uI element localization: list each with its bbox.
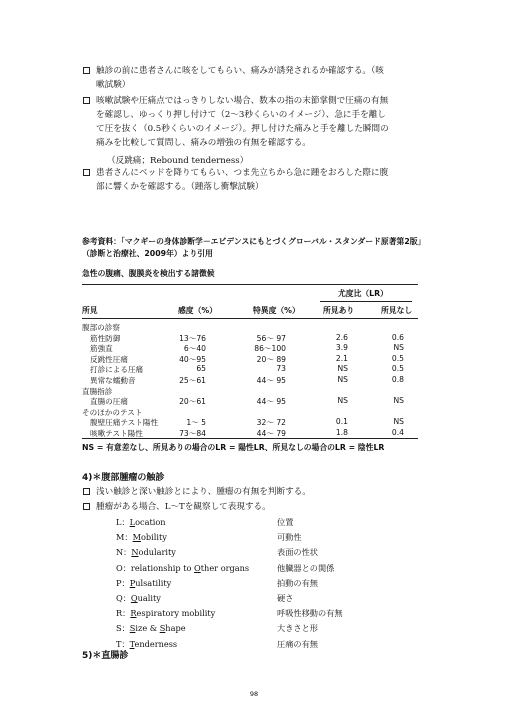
- table-row-label: 筋強直: [90, 344, 113, 354]
- table-group-label: そのほかのテスト: [82, 407, 143, 417]
- table-rule-top: [82, 284, 418, 285]
- rebound-note: （反跳痛；Rebound tenderness）: [107, 156, 249, 166]
- checklist-item: 触診の前に患者さんに咳をしてもらい、痛みが誘発されるか確認する。（咳 嗽試験）: [96, 64, 436, 92]
- mnemonic-term: [116, 547, 176, 558]
- specificity-cell: 44〜 95: [256, 397, 286, 407]
- mnemonic-rest1: obility: [140, 532, 167, 543]
- mnemonic-rest1: relationship to: [130, 562, 195, 573]
- section-5-title: 5)＊直腸診: [82, 651, 129, 661]
- mnemonic-term: [116, 563, 249, 574]
- mnemonic-prefix: O：: [116, 562, 131, 573]
- mnemonic-meaning: 拍動の有無: [277, 577, 318, 588]
- mnemonic-rest1: ocation: [135, 517, 166, 527]
- sensitivity-cell: 20〜61: [179, 397, 206, 407]
- sensitivity-cell: 40〜95: [179, 354, 206, 364]
- lr-positive-cell: 3.9: [335, 343, 348, 353]
- table-row-label: 咳嗽テスト陽性: [90, 429, 143, 438]
- sensitivity-cell: 73〜84: [179, 429, 206, 438]
- mnemonic-meaning: 他臓器との関係: [277, 562, 335, 573]
- table-footnote: NS = 有意差なし、所見ありの場合のLR = 陽性LR、所見なしの場合のLR = 陰性LR: [82, 443, 385, 452]
- mnemonic-rest1: uality: [137, 593, 161, 603]
- col-header-lr-positive: 所見あり: [323, 306, 355, 315]
- checkbox-icon: [83, 488, 90, 495]
- lr-rule: [320, 301, 412, 302]
- mnemonic-u1: Q: [130, 593, 138, 603]
- mnemonic-u1: M: [132, 532, 141, 543]
- table-row-label: 打診による圧痛: [90, 365, 144, 375]
- mnemonic-rest2: hape: [165, 623, 186, 634]
- mnemonic-prefix: R：: [116, 608, 131, 619]
- mnemonic-term: [116, 578, 171, 589]
- mnemonic-u2: S: [159, 623, 166, 634]
- specificity-cell: 32〜 72: [256, 418, 286, 428]
- checklist-item: 浅い触診と深い触診とにより、腫瘤の有無を判断する。: [96, 485, 436, 499]
- lr-positive-cell: 1.8: [335, 428, 348, 437]
- mnemonic-term: [116, 608, 215, 619]
- sensitivity-cell: 6〜40: [183, 344, 206, 354]
- checkbox-icon: [83, 503, 90, 510]
- table-row-label: 反跳性圧痛: [90, 354, 128, 364]
- reference-note: 参考資料：「マクギーの身体診断学－エビデンスにもとづくグローバル・スタンダード原著第2版」（診断と治療社、2009年）より引用: [82, 237, 422, 258]
- col-header-specificity: 特異度（%）: [253, 306, 300, 315]
- table-rule-header: [82, 318, 418, 319]
- mnemonic-term: [116, 532, 167, 543]
- mnemonic-rest1: ulsatility: [135, 577, 172, 588]
- table-row-label: 筋性防御: [90, 333, 121, 343]
- mnemonic-rest1: ize &: [135, 623, 160, 634]
- mnemonic-prefix: S：: [116, 623, 130, 634]
- col-header-sensitivity: 感度（%）: [178, 306, 217, 315]
- mnemonic-u1: S: [129, 623, 136, 634]
- mnemonic-rest1: odularity: [138, 547, 176, 558]
- checkbox-icon: [83, 67, 90, 74]
- table-group-label: 直腸指診: [82, 386, 113, 396]
- mnemonic-u1: L: [129, 517, 136, 527]
- specificity-cell: 20〜 89: [256, 354, 286, 364]
- sensitivity-cell: 65: [196, 364, 206, 374]
- lr-negative-cell: 0.8: [391, 375, 404, 384]
- specificity-cell: 86〜100: [254, 344, 286, 354]
- lr-positive-cell: 2.6: [335, 332, 348, 342]
- mnemonic-rest1: espiratory mobility: [136, 608, 216, 619]
- specificity-cell: 44〜 79: [256, 429, 286, 438]
- lr-positive-cell: 0.1: [335, 417, 348, 427]
- col-header-finding: 所見: [82, 306, 98, 315]
- mnemonic-prefix: L：: [116, 517, 130, 527]
- mnemonic-u1: N: [131, 547, 139, 558]
- mnemonic-prefix: T：: [116, 638, 130, 649]
- lr-negative-cell: 0.4: [391, 428, 404, 437]
- sensitivity-cell: 13〜76: [179, 333, 206, 343]
- page-number: 98: [249, 690, 259, 698]
- table-row-label: 直腸の圧痛: [90, 397, 128, 407]
- sensitivity-cell: 25〜61: [179, 376, 206, 385]
- mnemonic-meaning: 呼吸性移動の有無: [277, 608, 343, 619]
- lr-negative-cell: 0.5: [391, 364, 404, 374]
- mnemonic-u2: O: [194, 562, 201, 573]
- mnemonic-rest2: ther organs: [200, 562, 250, 573]
- mnemonic-meaning: 圧痛の有無: [277, 638, 318, 649]
- mnemonic-meaning: 表面の性状: [277, 547, 318, 558]
- lr-header: 尤度比（LR）: [338, 289, 388, 298]
- checkbox-icon: [83, 169, 90, 176]
- mnemonic-meaning: 可動性: [277, 532, 302, 543]
- mnemonic-meaning: 大きさと形: [277, 623, 318, 634]
- section-4-title: 4)＊腹部腫瘤の触診: [82, 473, 165, 483]
- table-rule-bottom: [82, 438, 418, 439]
- mnemonic-u1: P: [129, 577, 136, 588]
- specificity-cell: 73: [276, 364, 286, 374]
- lr-negative-cell: 0.6: [391, 332, 404, 342]
- table-row-label: 腹壁圧痛テスト陽性: [90, 418, 159, 428]
- sensitivity-cell: 1〜 5: [186, 418, 206, 428]
- checklist-item: 患者さんにベッドを降りてもらい、つま先立ちから急に踵をおろした際に腹 部に響くかを確認する。（踵落し衝撃試験）: [96, 166, 436, 194]
- lr-positive-cell: 2.1: [335, 353, 348, 363]
- specificity-cell: 56〜 97: [256, 333, 286, 343]
- mnemonic-prefix: P：: [116, 577, 130, 588]
- specificity-cell: 44〜 95: [256, 376, 286, 385]
- checkbox-icon: [83, 97, 90, 104]
- mnemonic-meaning: 硬さ: [277, 593, 294, 603]
- col-header-lr-negative: 所見なし: [381, 306, 413, 315]
- mnemonic-prefix: N：: [116, 547, 132, 558]
- mnemonic-meaning: 位置: [277, 517, 294, 527]
- mnemonic-u1: R: [130, 608, 137, 619]
- lr-positive-cell: NS: [337, 396, 348, 406]
- lr-negative-cell: 0.5: [391, 353, 404, 363]
- lr-negative-cell: NS: [393, 343, 404, 353]
- table-group-label: 腹部の診察: [82, 323, 120, 332]
- checklist-item: 腫瘤がある場合、L〜Tを観察して表現する。: [96, 500, 436, 514]
- mnemonic-u1: T: [129, 638, 135, 649]
- table-row-label: 異常な蠕動音: [90, 376, 136, 385]
- lr-positive-cell: NS: [337, 375, 348, 384]
- lr-negative-cell: NS: [393, 396, 404, 406]
- checklist-item: 咳嗽試験や圧痛点ではっきりしない場合、数本の指の末節掌側で圧痛の有無 を確認し、ゆっくり押し付けて（2〜3秒くらいのイメージ）、急に手を離し て圧を抜く（0.5秒くらいのイメージ）。押し付けた痛みと手を離した瞬間の 痛みを比較して質問し、痛みの増強の有無を確認する。: [96, 94, 436, 150]
- mnemonic-term: [116, 593, 161, 604]
- mnemonic-prefix: M：: [116, 532, 133, 543]
- table-title: 急性の腹痛、腹膜炎を検出する諸徴候: [82, 269, 215, 278]
- mnemonic-term: [116, 623, 186, 634]
- mnemonic-term: [116, 517, 166, 528]
- lr-positive-cell: NS: [337, 364, 348, 374]
- lr-negative-cell: NS: [393, 417, 404, 427]
- mnemonic-prefix: Q：: [116, 593, 131, 603]
- mnemonic-rest1: enderness: [134, 638, 178, 649]
